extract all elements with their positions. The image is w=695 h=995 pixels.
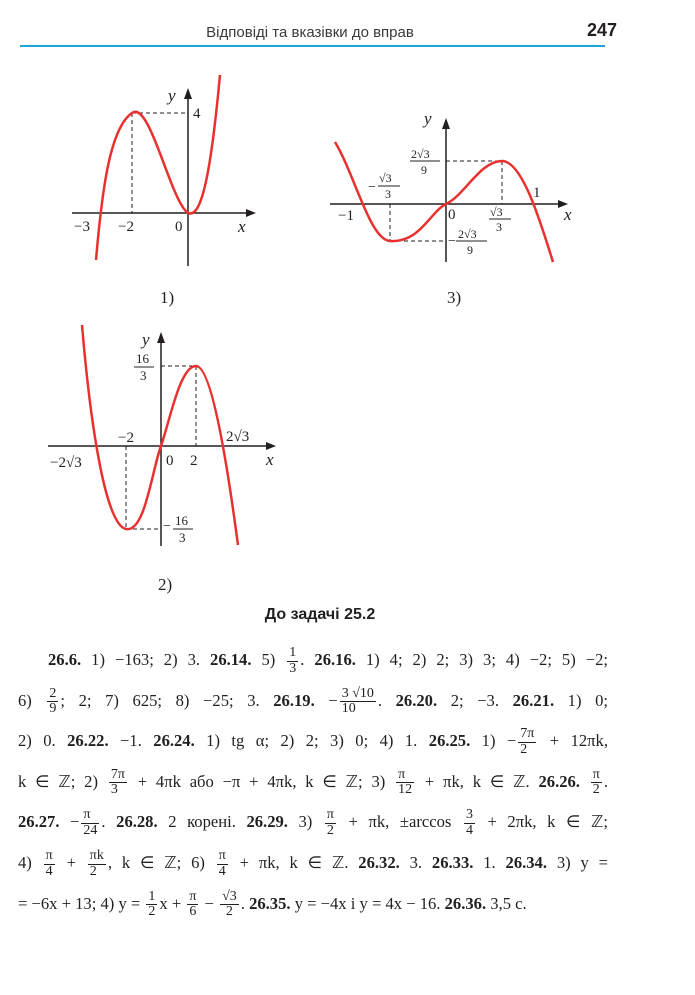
answer-text: − bbox=[314, 690, 338, 710]
answer-text: + 12πk, bbox=[538, 731, 608, 751]
answer-line bbox=[18, 721, 608, 762]
answer-text bbox=[580, 772, 589, 791]
min-label-den: 9 bbox=[467, 243, 473, 257]
answer-text: ; 2; 7) 625; 8) −25; 3. bbox=[60, 690, 274, 710]
problem-number: 26.32. bbox=[358, 852, 400, 872]
max-label-num: 2√3 bbox=[411, 147, 430, 161]
problem-number: 26.19. bbox=[273, 690, 315, 710]
answer-text: 5) bbox=[251, 650, 286, 669]
tick-label: −2 bbox=[118, 219, 134, 235]
answer-text: −1. bbox=[108, 731, 154, 751]
problem-number: 26.29. bbox=[246, 812, 288, 832]
y-axis-arrow bbox=[157, 332, 165, 343]
answer-text: . bbox=[377, 690, 396, 710]
figure-caption: До задачі 25.2 bbox=[264, 606, 376, 623]
problem-number: 26.20. bbox=[395, 690, 438, 710]
answer-text: x + bbox=[159, 893, 186, 913]
xneg-label-den: 3 bbox=[385, 187, 391, 201]
answer-text: + πk, ±arccos bbox=[337, 812, 462, 832]
graph-1 bbox=[60, 75, 270, 275]
problem-number: 26.22. bbox=[67, 731, 109, 751]
figure-label: 3) bbox=[447, 288, 462, 307]
x-axis-label: x bbox=[266, 450, 274, 469]
tick-label: 4 bbox=[193, 106, 201, 122]
page-number: 247 bbox=[586, 20, 617, 40]
problem-number: 26.26. bbox=[538, 771, 580, 791]
tick-label: −2√3 bbox=[50, 455, 82, 471]
tick-label: −2 bbox=[118, 430, 134, 446]
min-label-num: 16 bbox=[175, 513, 188, 528]
answer-text: . bbox=[101, 812, 117, 832]
fraction: $\frac{\pi}{2}$ bbox=[592, 766, 600, 798]
fraction: $\frac{\pi}{6}$ bbox=[189, 888, 197, 920]
fraction: $\frac{\pi}{12}$ bbox=[398, 766, 413, 798]
fraction: $\frac{\pi}{24}$ bbox=[83, 807, 98, 839]
answer-text: . bbox=[603, 771, 609, 791]
tick-label: 2√3 bbox=[226, 429, 250, 445]
problem-number: 26.14. bbox=[210, 650, 252, 669]
graph-2 bbox=[40, 320, 295, 555]
answer-text: + πk, k ∈ ℤ. bbox=[416, 771, 539, 791]
answer-text: 2; −3. bbox=[437, 690, 513, 710]
xneg-label-sign: − bbox=[368, 180, 376, 195]
min-label-sign: − bbox=[448, 234, 456, 249]
answer-text: + πk, k ∈ ℤ. bbox=[229, 852, 359, 872]
fraction: $\frac{\pi}{4}$ bbox=[218, 847, 226, 879]
answer-text: 4) bbox=[18, 852, 42, 872]
answer-line bbox=[18, 640, 608, 681]
header-rule bbox=[20, 45, 605, 47]
figure-label: 2) bbox=[158, 575, 173, 594]
problem-number: 26.27. bbox=[18, 812, 60, 832]
answer-text: 3. bbox=[399, 852, 432, 872]
function-curve bbox=[82, 325, 238, 545]
fraction: $\frac{2}{9}$ bbox=[49, 685, 57, 717]
answer-text: 1) − bbox=[470, 731, 517, 751]
y-axis-label: y bbox=[168, 86, 176, 105]
answer-line bbox=[18, 843, 608, 884]
fraction: $\frac{1}{2}$ bbox=[148, 888, 156, 920]
problem-number: 26.36. bbox=[444, 893, 487, 913]
problem-number: 26.33. bbox=[431, 852, 474, 872]
answer-text: 1) 4; 2) 2; 3) 3; 4) −2; 5) −2; bbox=[355, 650, 608, 669]
problem-number: 26.34. bbox=[505, 852, 547, 872]
running-header: Відповіді та вказівки до вправ bbox=[206, 24, 414, 41]
answer-text: 3) y = bbox=[547, 852, 608, 872]
min-label-num: 2√3 bbox=[458, 227, 477, 241]
tick-label: 0 bbox=[175, 219, 183, 235]
answer-line bbox=[18, 802, 608, 843]
answer-text: . bbox=[300, 650, 315, 669]
tick-label: −1 bbox=[338, 208, 354, 224]
min-label-den: 3 bbox=[179, 530, 186, 545]
function-curve bbox=[335, 142, 553, 262]
answers-block bbox=[18, 640, 608, 924]
graph-3 bbox=[325, 105, 590, 275]
y-axis-label: y bbox=[424, 109, 432, 128]
tick-label: 2 bbox=[190, 453, 198, 469]
problem-number: 26.28. bbox=[116, 812, 158, 832]
problem-number: 26.16. bbox=[314, 650, 356, 669]
fraction: $\frac{√3}{2}$ bbox=[222, 888, 237, 920]
answer-line bbox=[18, 681, 608, 722]
fraction: $\frac{\pi k}{2}$ bbox=[89, 847, 104, 879]
xneg-label-num: √3 bbox=[379, 171, 392, 185]
fraction: $\frac{7\pi}{2}$ bbox=[520, 726, 535, 757]
x-axis-label: x bbox=[238, 217, 246, 236]
fraction: $\frac{3 √10}{10}$ bbox=[341, 685, 374, 717]
tick-label: 0 bbox=[166, 453, 174, 469]
answer-text: 6) bbox=[18, 690, 46, 710]
answer-text: k ∈ ℤ; 2) bbox=[18, 771, 107, 791]
answer-text: − bbox=[200, 893, 219, 913]
min-label-sign: − bbox=[163, 519, 171, 534]
problem-number: 26.25. bbox=[428, 731, 471, 751]
x-axis-label: x bbox=[564, 205, 572, 224]
tick-label: 1 bbox=[533, 185, 541, 201]
fraction: $\frac{\pi}{2}$ bbox=[326, 807, 334, 839]
answer-text: 1) tg α; 2) 2; 3) 0; 4) 1. bbox=[194, 731, 429, 751]
answer-text: 2 корені. bbox=[157, 812, 247, 832]
fraction: $\frac{7\pi}{3}$ bbox=[110, 766, 125, 798]
answer-text: = −6x + 13; 4) y = bbox=[18, 893, 145, 913]
xpos-label-num: √3 bbox=[490, 205, 503, 219]
problem-number: 26.6. bbox=[48, 650, 82, 669]
answer-text: + bbox=[56, 852, 86, 872]
max-label-den: 9 bbox=[421, 163, 427, 177]
answer-line bbox=[18, 884, 608, 925]
answer-text: 3,5 с. bbox=[486, 893, 527, 913]
y-axis-arrow bbox=[184, 88, 192, 99]
xpos-label-den: 3 bbox=[496, 220, 502, 234]
tick-label: 0 bbox=[448, 207, 456, 223]
fraction: $\frac{\pi}{4}$ bbox=[45, 847, 53, 879]
answer-text: 3) bbox=[287, 812, 323, 832]
y-axis-arrow bbox=[442, 118, 450, 129]
problem-number: 26.21. bbox=[512, 690, 555, 710]
figure-label: 1) bbox=[160, 288, 175, 307]
fraction: $\frac{3}{4}$ bbox=[465, 807, 473, 839]
answer-line bbox=[18, 762, 608, 803]
answer-text: . bbox=[240, 893, 250, 913]
fraction: $\frac{1}{3}$ bbox=[289, 645, 297, 676]
answer-text: 1) −163; 2) 3. bbox=[81, 650, 211, 669]
answer-text: 2) 0. bbox=[18, 731, 68, 751]
function-curve bbox=[96, 75, 220, 260]
x-axis-arrow bbox=[266, 442, 276, 450]
max-label-num: 16 bbox=[136, 351, 149, 366]
answer-text: , k ∈ ℤ; 6) bbox=[107, 852, 215, 872]
y-axis-label: y bbox=[142, 330, 150, 349]
problem-number: 26.35. bbox=[249, 893, 291, 913]
tick-label: −3 bbox=[74, 219, 90, 235]
answer-text: + 4πk або −π + 4πk, k ∈ ℤ; 3) bbox=[128, 771, 395, 791]
problem-number: 26.24. bbox=[153, 731, 195, 751]
answer-text: − bbox=[59, 812, 80, 832]
answer-text: + 2πk, k ∈ ℤ; bbox=[476, 812, 608, 832]
x-axis-arrow bbox=[246, 209, 256, 217]
answer-text: 1) 0; bbox=[554, 690, 609, 710]
max-label-den: 3 bbox=[140, 368, 147, 383]
answer-text: y = −4x і y = 4x − 16. bbox=[290, 893, 445, 913]
answer-text: 1. bbox=[473, 852, 506, 872]
